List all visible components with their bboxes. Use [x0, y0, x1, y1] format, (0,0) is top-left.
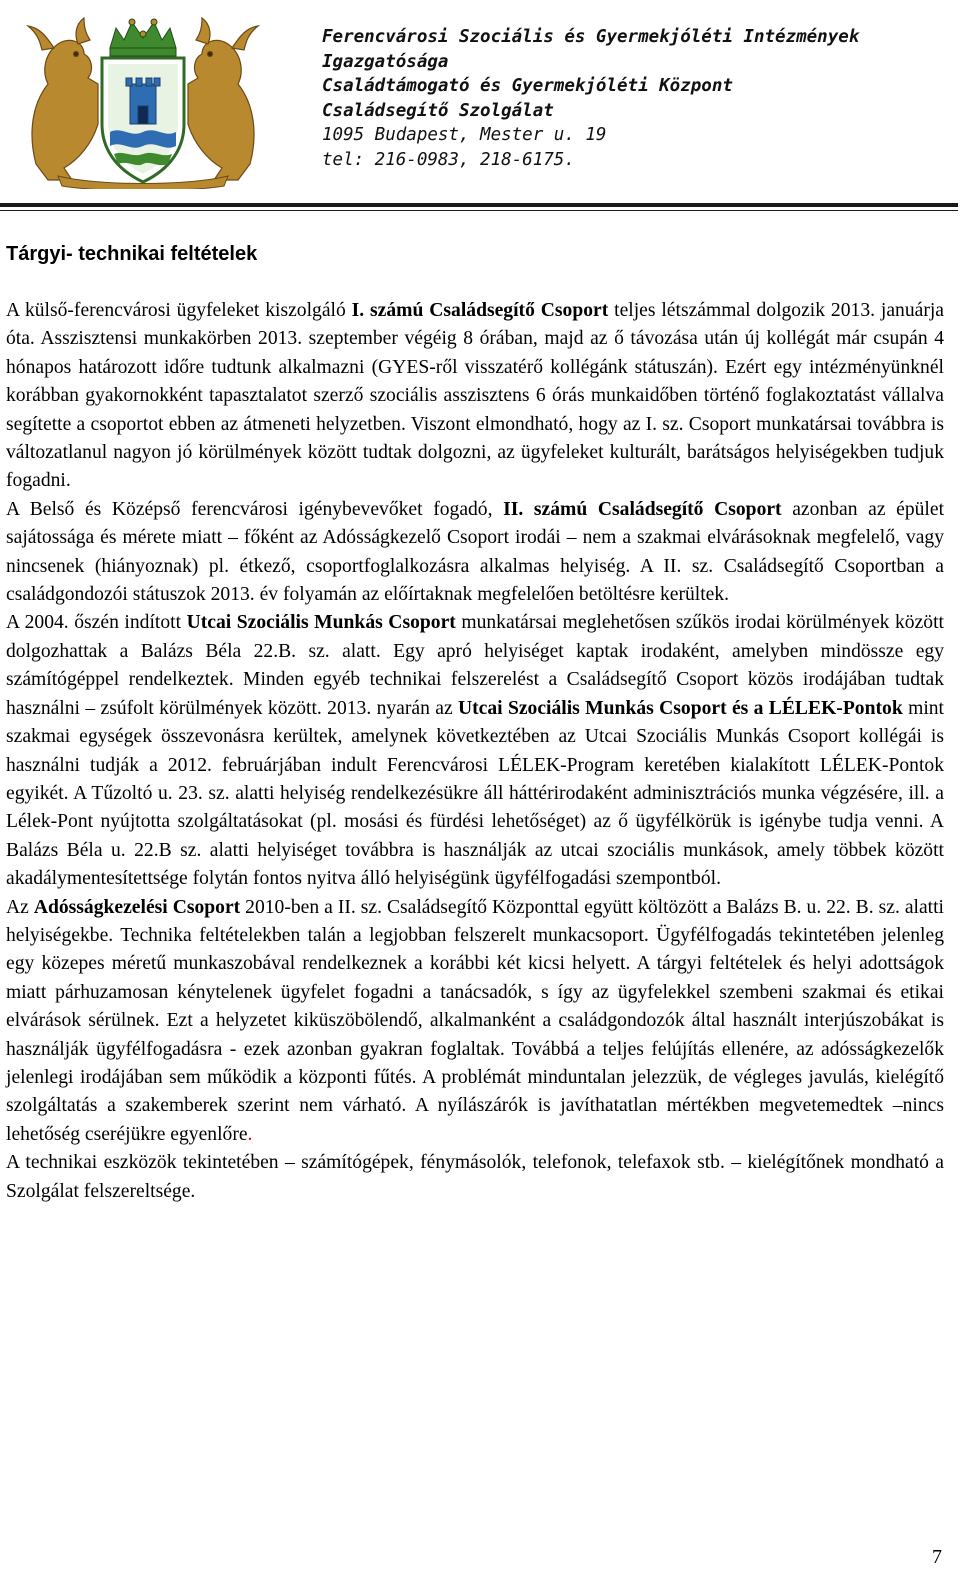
- section-title: Tárgyi- technikai feltételek: [6, 243, 258, 265]
- paragraph-text: azonban az épület sajátossága és mérete miatt – főként az Adósságkezelő Csoport irodái – nem a szakmai elvárásoknak megfelelő, vagy nincsenek (hiányoznak) pl. étkező, csoportfoglalkozásra alkalmas helyiség. A II. sz. Családsegítő Csoportban a családgondozói státuszok 2013. év folyamán az előírtaknak megfelelően betöltésre kerültek.: [6, 498, 945, 606]
- institution-service: Családsegítő Szolgálat: [322, 100, 554, 121]
- header-divider-thick: [0, 203, 958, 207]
- institution-letterhead: [322, 25, 859, 172]
- paragraph-group-2: [6, 496, 944, 610]
- red-period: .: [247, 1123, 253, 1145]
- page-number: 7: [932, 1546, 942, 1568]
- institution-address: 1095 Budapest, Mester u. 19: [322, 125, 607, 145]
- paragraph-text: A 2004. őszén indított: [6, 612, 187, 634]
- institution-directorate: Igazgatósága: [322, 51, 449, 72]
- emphasis-group-name: II. számú Családsegítő Csoport: [503, 498, 782, 520]
- paragraph-debt-management: [6, 894, 944, 1150]
- letterhead-header: [0, 0, 960, 205]
- paragraph-text: munkatársai meglehetősen szűkös irodai körülmények között dolgozhattak a Balázs Béla 22.B. sz. alatt. Egy apró helyiséget kaptak irodaként, amelyben mindössze egy számítógéppel rendelkeztek. Minden egyéb technikai felszerelést a Családsegítő Csoport közös irodájában tudtak használni – zsúfolt körülmények között. 2013. nyarán az: [6, 612, 944, 719]
- institution-phone: tel: 216-0983, 218-6175.: [322, 149, 575, 170]
- paragraph-text: Az: [6, 896, 34, 918]
- paragraph-technical-equipment: [6, 1149, 944, 1206]
- paragraph-text: teljes létszámmal dolgozik 2013. januárja óta. Asszisztensi munkakörben 2013. szeptember végéig 8 órában, majd az ő távozása után új kollégát már csupán 4 hónapos határozott időre tudtunk alkalmazni (GYES-ről visszatérő kollégánk státuszán). Ezért egy intézményünknél korábban gyakornokként tapasztalatot szerző szociális asszisztens 6 órás munkaidőben történő foglakoztatást vállalva segítette a csoportot ebben az átmeneti helyzetben. Viszont elmondható, hogy az I. sz. Csoport munkatársai továbbra is változatlanul nagyon jó körülmények között tudtak dolgozni, az ügyfeleket kulturált, barátságos helyiségekben tudjuk fogadni.: [6, 300, 944, 492]
- emphasis-group-name: I. számú Családsegítő Csoport: [351, 300, 609, 321]
- emphasis-group-name: Utcai Szociális Munkás Csoport és a LÉLEK-Pontok: [458, 697, 903, 719]
- emphasis-group-name: Adósságkezelési Csoport: [33, 896, 241, 918]
- header-divider-thin: [0, 210, 958, 211]
- paragraph-text: A külső-ferencvárosi ügyfeleket kiszolgáló: [6, 300, 352, 321]
- paragraph-text: mint szakmai egységek összevonásra kerültek, amelynek következtében az Utcai Szociális Munkás Csoport kollégái is használni tudják a 2012. februárjában indult Ferencvárosi LÉLEK-Program keretében kialakított LÉLEK-Pontok egyikét. A Tűzoltó u. 23. sz. alatti helyiség rendelkezésükre áll háttérirodaként adminisztrációs munka végzésére, ill. a Lélek-Pont nyújtotta szolgáltatásokat (pl. mosási és fürdési lehetőséget) az ő ügyfélkörük is igénybe tudja venni. A Balázs Béla u. 22.B sz. alatti helyiséget továbbra is használják az utcai szociális munkások, amely többek között akadálymentesítettsége folytán fontos nyitva álló helyiségünk ügyfélfogadási szempontból.: [6, 697, 944, 890]
- paragraph-group-1: [6, 297, 944, 496]
- institution-center: Családtámogató és Gyermekjóléti Központ: [322, 76, 733, 96]
- paragraph-text: A technikai eszközök tekintetében – számítógépek, fénymásolók, telefonok, telefaxok stb. – kielégítőnek mondható a Szolgálat felszereltsége.: [6, 1152, 944, 1202]
- coat-of-arms-logo: [18, 14, 268, 189]
- paragraph-text: A Belső és Középső ferencvárosi igénybevevőket fogadó,: [6, 498, 504, 520]
- paragraph-text: 2010-ben a II. sz. Családsegítő Központtal együtt költözött a Balázs B. u. 22. B. sz. alatti helyiségekbe. Technika feltételekben talán a legjobban felszerelt munkacsoport. Ügyfélfogadás tekintetében jelenleg egy közepes méretű munkaszobával rendelkeznek a korábbi két kicsi helyett. A tárgyi feltételek és helyi adottságok miatt párhuzamosan kénytelenek ügyfelet fogadni a tanácsadók, s így az ügyfelekkel szembeni szakmai és etikai elvárások sérülnek. Ezt a helyzetet kiküszöbölendő, alkalmanként a családgondozók által használt interjúszobákat is használják ügyfélfogadásra - ezek azonban gyakran foglaltak. Továbbá a teljes felújítás ellenére, az adósságkezelők jelenlegi irodájában sem működik a központi fűtés. A problémát minduntalan jelezzük, de végleges javulás, kielégítő szolgáltatás a szakemberek szerint nem várható. A nyílászárók is javíthatatlan mértékben megvetemedtek –nincs lehetőség cseréjükre egyenlőre: [6, 896, 944, 1145]
- paragraph-street-social-work: [6, 609, 944, 893]
- emphasis-group-name: Utcai Szociális Munkás Csoport: [186, 612, 456, 634]
- document-body: [6, 297, 944, 1206]
- institution-name: Ferencvárosi Szociális és Gyermekjóléti Intézmények: [322, 27, 860, 47]
